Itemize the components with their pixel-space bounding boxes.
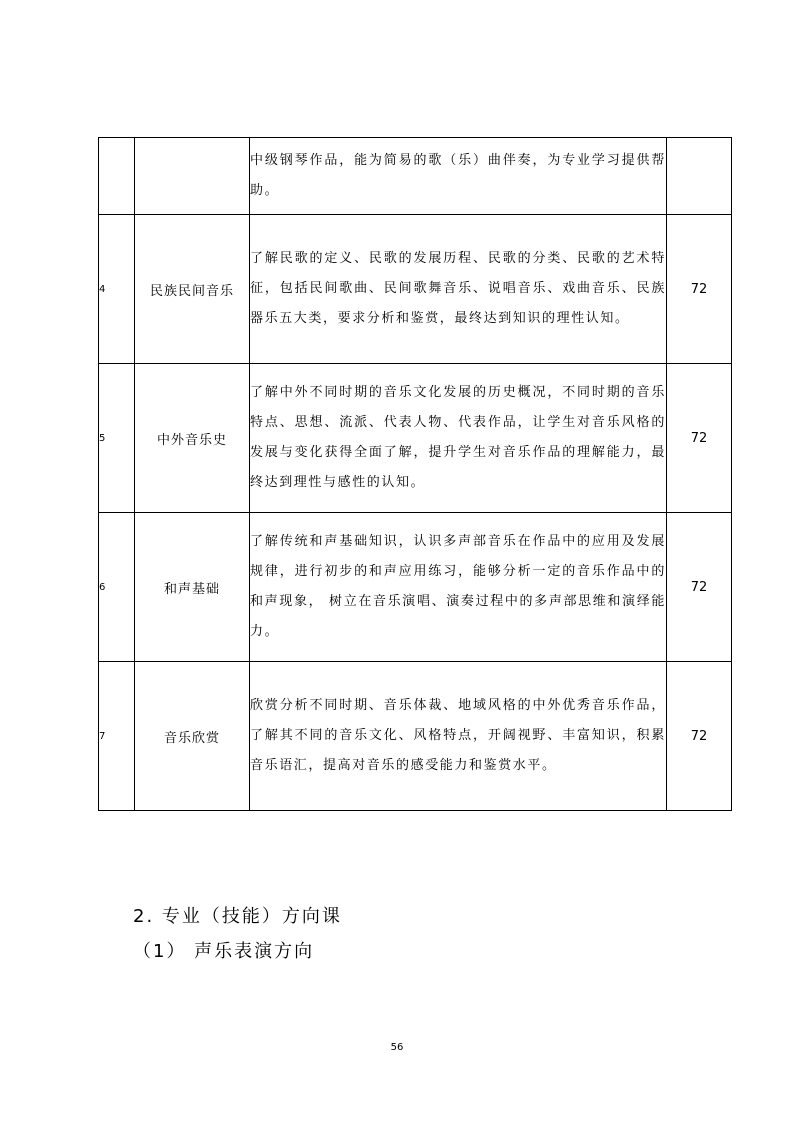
course-number: 4	[99, 215, 135, 364]
course-description: 了解传统和声基础知识，认识多声部音乐在作品中的应用及发展规律，进行初步的和声应用练习，能够分析一定的音乐作品中的和声现象， 树立在音乐演唱、演奏过程中的多声部思维和演绎能力。	[250, 513, 667, 662]
course-hours: 72	[667, 215, 732, 364]
course-hours	[667, 138, 732, 215]
course-name: 中外音乐史	[135, 364, 250, 513]
course-number: 5	[99, 364, 135, 513]
course-name: 音乐欣赏	[135, 662, 250, 811]
section-heading: 2. 专业（技能）方向课	[133, 906, 342, 927]
course-description: 了解民歌的定义、民歌的发展历程、民歌的分类、民歌的艺术特征，包括民间歌曲、民间歌舞音乐、说唱音乐、戏曲音乐、民族器乐五大类，要求分析和鉴赏，最终达到知识的理性认知。	[250, 215, 667, 364]
course-hours: 72	[667, 662, 732, 811]
course-number: 6	[99, 513, 135, 662]
course-number	[99, 138, 135, 215]
course-number: 7	[99, 662, 135, 811]
table-row	[99, 364, 732, 513]
table-row	[99, 138, 732, 215]
course-table	[98, 137, 732, 811]
table-row	[99, 513, 732, 662]
subsection-heading: （1） 声乐表演方向	[133, 941, 315, 962]
course-name: 民族民间音乐	[135, 215, 250, 364]
course-description: 欣赏分析不同时期、音乐体裁、地域风格的中外优秀音乐作品，了解其不同的音乐文化、风格特点，开阔视野、丰富知识，积累音乐语汇，提高对音乐的感受能力和鉴赏水平。	[250, 662, 667, 811]
course-description: 中级钢琴作品，能为简易的歌（乐）曲伴奏，为专业学习提供帮助。	[250, 138, 667, 215]
course-name	[135, 138, 250, 215]
table-row	[99, 215, 732, 364]
table-row	[99, 662, 732, 811]
course-hours: 72	[667, 364, 732, 513]
course-description: 了解中外不同时期的音乐文化发展的历史概况，不同时期的音乐特点、思想、流派、代表人物、代表作品，让学生对音乐风格的发展与变化获得全面了解，提升学生对音乐作品的理解能力，最终达到理性与感性的认知。	[250, 364, 667, 513]
course-name: 和声基础	[135, 513, 250, 662]
page-number: 56	[390, 1042, 404, 1053]
course-hours: 72	[667, 513, 732, 662]
